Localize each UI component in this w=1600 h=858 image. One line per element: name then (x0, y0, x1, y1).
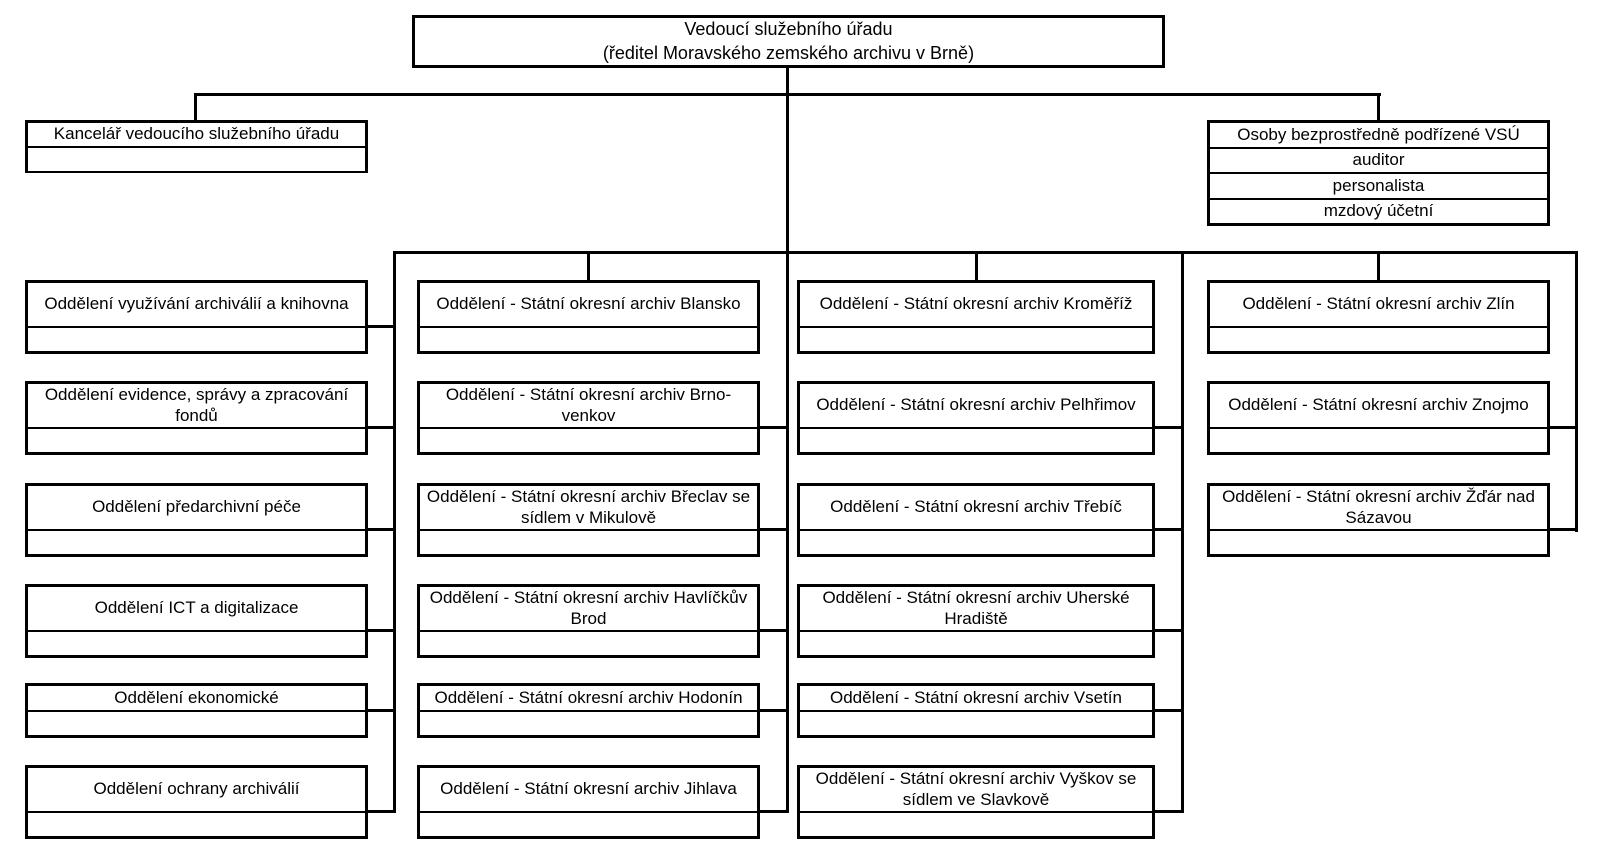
node-kancelar (25, 120, 368, 173)
node-sub (28, 429, 365, 452)
connector-stub-col2-r4 (758, 629, 789, 632)
node-oddeleni-evidence (25, 381, 368, 455)
node-sub (800, 632, 1152, 655)
connector-drop-col3 (975, 251, 978, 282)
connector-stub-col2-r6 (758, 810, 789, 813)
connector-stub-col4-r3 (1548, 528, 1578, 531)
node-soka-havlickuv-brod (417, 584, 760, 658)
node-kancelar-title: Kancelář vedoucího služebního úřadu (28, 123, 365, 148)
connector-drop-col4 (1377, 251, 1380, 282)
node-title: Oddělení - Státní okresní archiv Blansko (420, 283, 757, 328)
node-sub (28, 328, 365, 351)
node-soka-zlin (1207, 280, 1550, 354)
node-sub (28, 712, 365, 735)
node-sub (1210, 531, 1547, 554)
node-osoby-title: Osoby bezprostředně podřízené VSÚ (1237, 124, 1520, 144)
node-soka-znojmo (1207, 381, 1550, 455)
node-oddeleni-vyuzivani (25, 280, 368, 354)
node-root (412, 15, 1165, 68)
connector-stub-col1-r3 (366, 528, 396, 531)
node-soka-trebic (797, 483, 1155, 557)
node-title: Oddělení - Státní okresní archiv Třebíč (800, 486, 1152, 531)
node-sub (28, 632, 365, 655)
node-root-title (415, 18, 1162, 65)
node-kancelar-sub (28, 148, 365, 171)
node-soka-vyskov (797, 765, 1155, 839)
node-title: Oddělení - Státní okresní archiv Uherské Hradiště (800, 587, 1152, 632)
connector-stub-col2-r5 (758, 709, 789, 712)
node-title: Oddělení - Státní okresní archiv Jihlava (420, 768, 757, 813)
node-sub (420, 328, 757, 351)
connector-drop-osoby (1377, 93, 1380, 122)
connector-stub-col1-r6 (366, 810, 396, 813)
node-oddeleni-ict (25, 584, 368, 658)
connector-stub-col2-r3 (758, 528, 789, 531)
connector-stub-col3-r2 (1153, 426, 1184, 429)
node-title: Oddělení ekonomické (28, 686, 365, 712)
node-sub (800, 813, 1152, 836)
node-title: Oddělení - Státní okresní archiv Břeclav se sídlem v Mikulově (420, 486, 757, 531)
node-sub (420, 632, 757, 655)
node-soka-pelhrimov (797, 381, 1155, 455)
node-title: Oddělení využívání archiválií a knihovna (28, 283, 365, 328)
node-sub (800, 531, 1152, 554)
node-title: Oddělení - Státní okresní archiv Brno-venkov (420, 384, 757, 429)
connector-stub-col3-r4 (1153, 629, 1184, 632)
connector-level1-horizontal (194, 93, 1381, 96)
node-sub (28, 813, 365, 836)
node-soka-jihlava (417, 765, 760, 839)
node-title: Oddělení předarchivní péče (28, 486, 365, 531)
node-osoby-row-personalista: personalista (1210, 172, 1547, 198)
node-sub (420, 712, 757, 735)
node-title: Oddělení - Státní okresní archiv Žďár nad Sázavou (1210, 486, 1547, 531)
node-title: Oddělení - Státní okresní archiv Vsetín (800, 686, 1152, 712)
node-sub (800, 328, 1152, 351)
node-sub (800, 712, 1152, 735)
node-soka-zdar (1207, 483, 1550, 557)
node-title: Oddělení - Státní okresní archiv Znojmo (1210, 384, 1547, 429)
connector-stub-col1-r5 (366, 709, 396, 712)
node-oddeleni-ekonomicke (25, 683, 368, 738)
node-title: Oddělení - Státní okresní archiv Havlíčkův Brod (420, 587, 757, 632)
node-soka-uherske-hradiste (797, 584, 1155, 658)
node-osoby (1207, 120, 1550, 226)
node-osoby-row-auditor: auditor (1210, 147, 1547, 173)
node-root-title-line2: (ředitel Moravského zemského archivu v Brně) (602, 42, 975, 63)
connector-stub-col1-r1 (366, 325, 396, 328)
node-sub (420, 813, 757, 836)
node-title: Oddělení ochrany archiválií (28, 768, 365, 813)
connector-level2-horizontal (393, 251, 1578, 254)
node-oddeleni-predarchivni (25, 483, 368, 557)
node-oddeleni-ochrany (25, 765, 368, 839)
node-title: Oddělení ICT a digitalizace (28, 587, 365, 632)
connector-main-trunk (786, 65, 789, 813)
node-soka-breclav (417, 483, 760, 557)
node-soka-kromeriz (797, 280, 1155, 354)
connector-stub-col2-r2 (758, 426, 789, 429)
connector-stub-col1-r4 (366, 629, 396, 632)
connector-stub-col3-r5 (1153, 709, 1184, 712)
connector-drop-kancelar (194, 93, 197, 122)
node-sub (420, 531, 757, 554)
node-sub (28, 531, 365, 554)
connector-col4-trunk (1575, 251, 1578, 532)
node-soka-brno-venkov (417, 381, 760, 455)
node-title: Oddělení - Státní okresní archiv Vyškov se sídlem ve Slavkově (800, 768, 1152, 813)
connector-col1-trunk (393, 251, 396, 813)
connector-col3-trunk (1181, 251, 1184, 813)
connector-stub-col3-r3 (1153, 528, 1184, 531)
node-soka-blansko (417, 280, 760, 354)
node-sub (1210, 328, 1547, 351)
node-root-title-line1: Vedoucí služebního úřadu (684, 19, 893, 40)
node-soka-vsetin (797, 683, 1155, 738)
node-title: Oddělení - Státní okresní archiv Kroměříž (800, 283, 1152, 328)
node-osoby-row-mzdovy-ucetni: mzdový účetní (1210, 198, 1547, 224)
node-title: Oddělení - Státní okresní archiv Zlín (1210, 283, 1547, 328)
connector-stub-col3-r6 (1153, 810, 1184, 813)
node-sub (1210, 429, 1547, 452)
connector-stub-col1-r2 (366, 426, 396, 429)
node-sub (800, 429, 1152, 452)
node-sub (420, 429, 757, 452)
connector-drop-col2 (587, 251, 590, 282)
connector-stub-col4-r2 (1548, 426, 1578, 429)
node-title: Oddělení - Státní okresní archiv Pelhřimov (800, 384, 1152, 429)
node-soka-hodonin (417, 683, 760, 738)
node-title: Oddělení - Státní okresní archiv Hodonín (420, 686, 757, 712)
node-title: Oddělení evidence, správy a zpracování fondů (28, 384, 365, 429)
